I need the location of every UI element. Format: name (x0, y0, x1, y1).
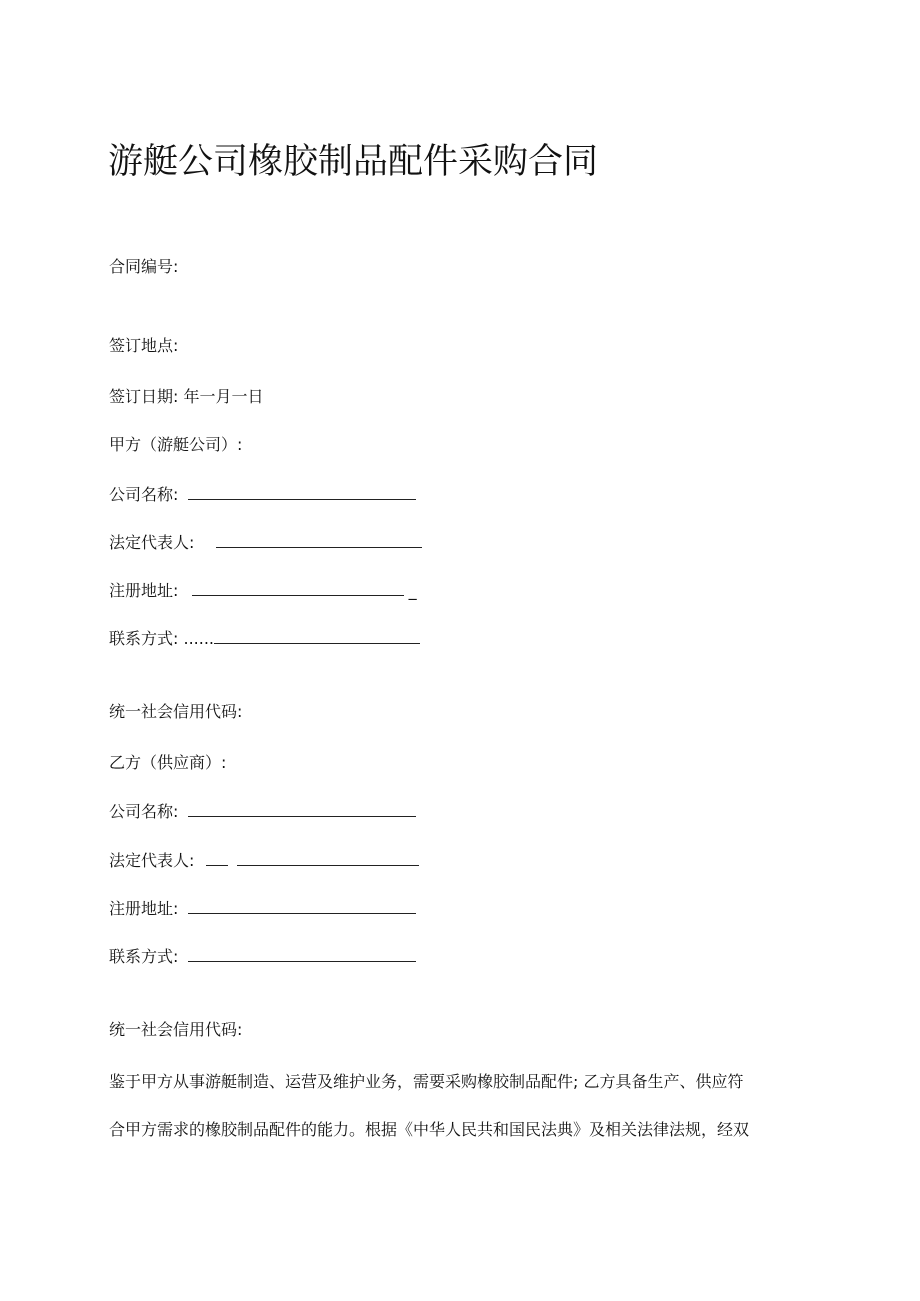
document-title: 游艇公司橡胶制品配件采购合同 (108, 142, 599, 182)
party-b-heading-text: 乙方（供应商）: (109, 753, 227, 772)
party-b-address-label: 注册地址: (109, 899, 179, 918)
party-b-contact-label: 联系方式: (109, 947, 179, 966)
party-b-credit-label: 统一社会信用代码: (109, 1020, 243, 1039)
sign-date-label: 签订日期: (109, 387, 179, 406)
party-b-contact-line (109, 945, 416, 968)
party-a-contact-dots: ...... (183, 629, 215, 648)
party-b-rep-line (109, 849, 419, 872)
party-b-company-line (109, 800, 416, 823)
party-a-address-label: 注册地址: (109, 581, 179, 600)
party-a-heading (109, 434, 242, 456)
sign-date-line (109, 386, 264, 408)
party-b-credit-line (109, 1019, 242, 1041)
party-a-address-line (109, 579, 417, 602)
preamble-line-2: 合甲方需求的橡胶制品配件的能力。根据《中华人民共和国民法典》及相关法律法规，经双 (109, 1120, 750, 1139)
sign-place-line (109, 335, 178, 357)
party-b-rep-blank[interactable] (237, 849, 419, 866)
party-a-company-label: 公司名称: (109, 485, 179, 504)
contract-no-line (109, 256, 178, 278)
party-a-contact-blank[interactable] (214, 627, 420, 644)
party-b-address-line (109, 897, 416, 920)
party-a-rep-label: 法定代表人: (109, 533, 195, 552)
party-b-rep-label: 法定代表人: (109, 851, 195, 870)
party-a-credit-label: 统一社会信用代码: (109, 702, 243, 721)
party-b-heading (109, 752, 226, 774)
sign-date-value: 年一月一日 (183, 387, 264, 406)
party-a-rep-blank[interactable] (216, 531, 422, 548)
party-a-contact-line (109, 627, 420, 650)
party-a-address-blank[interactable] (192, 579, 404, 596)
party-b-contact-blank[interactable] (188, 945, 416, 962)
party-a-contact-label: 联系方式: (109, 629, 179, 648)
party-a-address-tail: _ (408, 581, 417, 600)
party-a-company-blank[interactable] (188, 483, 416, 500)
party-a-heading-text: 甲方（游艇公司）: (109, 435, 243, 454)
party-b-company-label: 公司名称: (109, 802, 179, 821)
party-b-address-blank[interactable] (188, 897, 416, 914)
contract-no-label: 合同编号: (109, 257, 179, 276)
sign-place-label: 签订地点: (109, 336, 179, 355)
party-a-company-line (109, 483, 416, 506)
preamble-line-1: 鉴于甲方从事游艇制造、运营及维护业务，需要采购橡胶制品配件; 乙方具备生产、供应符 (109, 1072, 744, 1091)
party-b-rep-blank-short[interactable] (206, 849, 228, 866)
party-a-credit-line (109, 701, 242, 723)
party-a-rep-line (109, 531, 422, 554)
party-b-company-blank[interactable] (188, 800, 416, 817)
